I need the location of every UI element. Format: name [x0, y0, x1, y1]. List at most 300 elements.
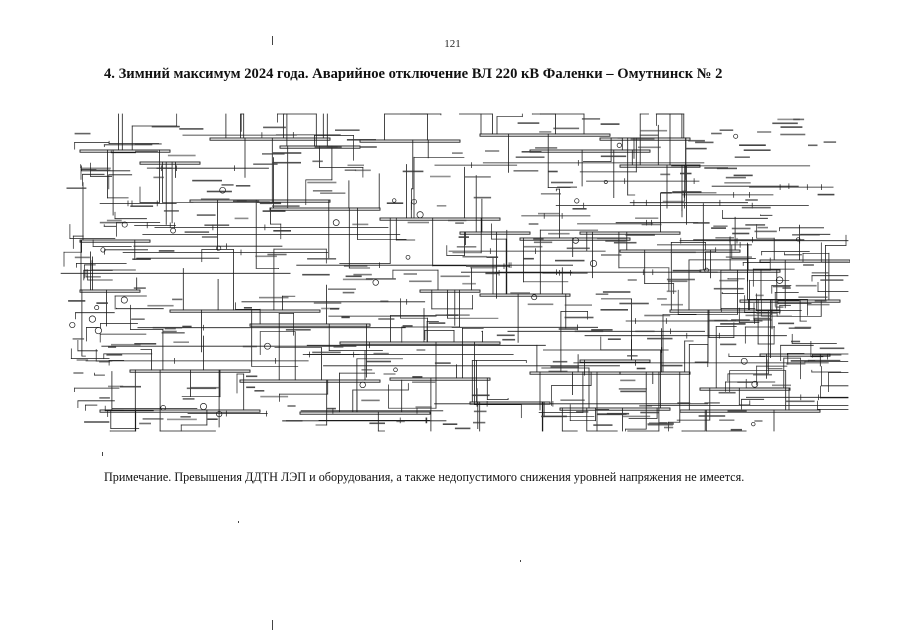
schematic-label-mark: [190, 387, 220, 389]
schematic-label-mark: [99, 361, 110, 363]
schematic-label-mark: [272, 205, 300, 207]
schematic-label-mark: [457, 246, 477, 248]
schematic-label-mark: [641, 130, 667, 132]
schematic-label-mark: [756, 312, 777, 314]
schematic-label-mark: [470, 267, 497, 269]
schematic-label-mark: [607, 413, 629, 415]
schematic-label-mark: [524, 246, 543, 248]
schematic-label-mark: [267, 254, 286, 256]
schematic-node: [89, 316, 95, 322]
schematic-label-mark: [541, 193, 561, 195]
schematic-label-mark: [416, 406, 432, 408]
schematic-label-mark: [757, 227, 768, 229]
schematic-node: [333, 220, 339, 226]
schematic-label-mark: [459, 236, 469, 238]
schematic-label-mark: [68, 300, 85, 302]
schematic-label-mark: [273, 230, 291, 232]
schematic-label-mark: [672, 191, 701, 193]
schematic-label-mark: [473, 422, 485, 424]
schematic-label-mark: [474, 411, 487, 413]
schematic-label-mark: [485, 150, 499, 152]
schematic-bus: [340, 342, 500, 344]
schematic-label-mark: [207, 418, 217, 420]
schematic-label-mark: [412, 381, 435, 383]
schematic-label-mark: [677, 402, 690, 404]
schematic-label-mark: [635, 217, 658, 219]
schematic-bus: [480, 134, 610, 136]
schematic-label-mark: [343, 279, 373, 281]
schematic-label-mark: [403, 325, 413, 327]
schematic-label-mark: [259, 297, 289, 299]
schematic-bus: [580, 232, 680, 234]
schematic-label-mark: [807, 304, 829, 306]
schematic-label-mark: [798, 296, 827, 298]
schematic-label-mark: [273, 162, 301, 164]
schematic-label-mark: [668, 281, 688, 283]
schematic-label-mark: [173, 341, 189, 343]
schematic-label-mark: [253, 163, 277, 165]
schematic-label-mark: [183, 398, 195, 400]
schematic-label-mark: [334, 346, 344, 348]
schematic-bus: [580, 360, 650, 362]
schematic-node: [95, 327, 101, 333]
schematic-label-mark: [565, 317, 594, 319]
schematic-label-mark: [548, 233, 570, 235]
schematic-node: [575, 199, 579, 203]
schematic-label-mark: [408, 222, 429, 224]
scan-speck: [238, 521, 239, 523]
schematic-label-mark: [772, 123, 798, 125]
schematic-label-mark: [260, 396, 288, 398]
schematic-label-mark: [709, 320, 728, 322]
schematic-label-mark: [539, 131, 551, 133]
schematic-label-mark: [529, 223, 539, 225]
schematic-label-mark: [246, 387, 255, 389]
schematic-label-mark: [167, 419, 197, 421]
schematic-label-mark: [753, 374, 772, 376]
schematic-label-mark: [640, 135, 659, 137]
schematic-node: [590, 260, 596, 266]
schematic-label-mark: [455, 428, 471, 430]
schematic-bus: [270, 208, 380, 210]
scan-speck: [272, 620, 273, 630]
schematic-label-mark: [773, 286, 791, 288]
schematic-label-mark: [720, 323, 745, 325]
schematic-node: [70, 322, 75, 327]
schematic-label-mark: [135, 151, 158, 153]
schematic-label-mark: [664, 427, 673, 429]
schematic-label-mark: [201, 198, 230, 200]
schematic-label-mark: [90, 169, 110, 171]
schematic-label-mark: [535, 147, 557, 149]
schematic-label-mark: [474, 197, 491, 199]
schematic-label-mark: [147, 167, 173, 169]
schematic-label-mark: [326, 408, 336, 410]
schematic-label-mark: [260, 203, 281, 205]
schematic-label-mark: [172, 299, 182, 301]
schematic-label-mark: [719, 280, 738, 282]
schematic-label-mark: [778, 323, 794, 325]
page-note: Примечание. Превышения ДДТН ЛЭП и оборудования, а также недопустимого снижения уровней напряжения не имеется.: [104, 470, 745, 484]
schematic-label-mark: [314, 302, 342, 304]
schematic-label-mark: [75, 133, 91, 135]
schematic-node: [161, 405, 166, 410]
schematic-label-mark: [312, 352, 341, 354]
schematic-label-mark: [497, 335, 515, 337]
schematic-label-mark: [714, 288, 744, 290]
schematic-label-mark: [791, 341, 800, 343]
schematic-label-mark: [528, 304, 554, 306]
schematic-label-mark: [307, 182, 336, 184]
schematic-bus: [680, 410, 820, 412]
schematic-label-mark: [724, 182, 750, 184]
schematic-label-mark: [803, 264, 814, 266]
schematic-label-mark: [403, 171, 424, 173]
schematic-label-mark: [202, 236, 218, 238]
schematic-label-mark: [772, 385, 791, 387]
schematic-bus: [240, 380, 380, 382]
scan-speck: [272, 36, 273, 45]
schematic-label-mark: [734, 175, 753, 177]
schematic-label-mark: [786, 363, 805, 365]
schematic-label-mark: [321, 308, 339, 310]
schematic-bus: [530, 372, 620, 374]
schematic-label-mark: [360, 146, 377, 148]
schematic-label-mark: [620, 391, 646, 393]
schematic-label-mark: [344, 265, 368, 267]
schematic-label-mark: [565, 304, 592, 306]
schematic-label-mark: [396, 421, 404, 423]
schematic-label-mark: [812, 272, 829, 274]
schematic-label-mark: [435, 362, 451, 364]
schematic-label-mark: [553, 361, 568, 363]
schematic-label-mark: [192, 180, 222, 182]
schematic-label-mark: [502, 339, 515, 341]
schematic-label-mark: [567, 248, 590, 250]
schematic-label-mark: [755, 231, 777, 233]
schematic-label-mark: [374, 353, 389, 355]
schematic-label-mark: [596, 293, 609, 295]
schematic-label-mark: [601, 309, 629, 311]
schematic-label-mark: [660, 174, 670, 176]
schematic-label-mark: [786, 401, 815, 403]
schematic-label-mark: [465, 176, 491, 178]
schematic-label-mark: [307, 258, 336, 260]
schematic-bus: [300, 412, 430, 414]
schematic-canvas: [60, 110, 850, 435]
schematic-label-mark: [273, 152, 301, 154]
schematic-label-mark: [647, 338, 672, 340]
schematic-label-mark: [637, 368, 646, 370]
schematic-label-mark: [132, 258, 151, 260]
schematic-label-mark: [153, 177, 164, 179]
schematic-node: [734, 134, 738, 138]
schematic-label-mark: [180, 416, 190, 418]
schematic-label-mark: [635, 331, 654, 333]
schematic-node: [741, 358, 747, 364]
schematic-label-mark: [369, 423, 385, 425]
schematic-label-mark: [404, 273, 417, 275]
schematic-bus: [480, 294, 570, 296]
schematic-label-mark: [717, 168, 737, 170]
schematic-label-mark: [462, 283, 476, 285]
schematic-label-mark: [534, 242, 552, 244]
schematic-label-mark: [518, 122, 540, 124]
schematic-label-mark: [246, 376, 257, 378]
schematic-label-mark: [555, 260, 585, 262]
schematic-label-mark: [108, 386, 123, 388]
schematic-label-mark: [711, 133, 722, 135]
schematic-label-mark: [731, 319, 750, 321]
schematic-label-mark: [597, 238, 626, 240]
schematic-label-mark: [640, 412, 659, 414]
schematic-label-mark: [282, 420, 302, 422]
schematic-label-mark: [753, 318, 771, 320]
schematic-node: [200, 403, 206, 409]
grid-schematic-diagram: [60, 110, 850, 435]
schematic-node: [417, 212, 423, 218]
schematic-label-mark: [745, 224, 765, 226]
schematic-label-mark: [361, 400, 379, 402]
schematic-label-mark: [808, 145, 818, 147]
schematic-label-mark: [619, 388, 647, 390]
schematic-label-mark: [204, 224, 229, 226]
page-title: 4. Зимний максимум 2024 года. Аварийное отключение ВЛ 220 кВ Фаленки – Омутнинск № 2: [104, 66, 723, 82]
schematic-label-mark: [353, 274, 371, 276]
schematic-label-mark: [551, 182, 573, 184]
schematic-label-mark: [548, 171, 557, 173]
schematic-label-mark: [243, 346, 257, 348]
schematic-label-mark: [686, 148, 707, 150]
schematic-bus: [700, 388, 790, 390]
schematic-label-mark: [384, 373, 396, 375]
schematic-label-mark: [573, 208, 587, 210]
schematic-label-mark: [739, 144, 766, 146]
schematic-label-mark: [824, 141, 837, 143]
schematic-label-mark: [744, 149, 771, 151]
schematic-label-mark: [341, 317, 349, 319]
schematic-label-mark: [601, 123, 620, 125]
schematic-label-mark: [320, 192, 345, 194]
schematic-label-mark: [601, 156, 626, 158]
schematic-bus: [80, 240, 150, 242]
schematic-node: [121, 297, 127, 303]
schematic-label-mark: [575, 331, 604, 333]
schematic-label-mark: [595, 409, 609, 411]
schematic-label-mark: [737, 381, 753, 383]
schematic-label-mark: [673, 270, 702, 272]
schematic-label-mark: [134, 343, 156, 345]
schematic-label-mark: [728, 411, 747, 413]
schematic-label-mark: [352, 224, 368, 226]
schematic-label-mark: [487, 256, 499, 258]
schematic-label-mark: [549, 371, 568, 373]
schematic-label-mark: [327, 146, 338, 148]
schematic-label-mark: [713, 225, 727, 227]
schematic-label-mark: [100, 222, 126, 224]
schematic-bus: [170, 310, 320, 312]
schematic-node: [406, 255, 410, 259]
schematic-bus: [80, 290, 140, 292]
schematic-label-mark: [639, 405, 652, 407]
schematic-label-mark: [715, 237, 734, 239]
schematic-label-mark: [302, 274, 330, 276]
schematic-label-mark: [746, 315, 771, 317]
schematic-label-mark: [704, 402, 719, 404]
schematic-label-mark: [443, 423, 458, 425]
schematic-label-mark: [523, 258, 534, 260]
schematic-label-mark: [603, 291, 631, 293]
schematic-label-mark: [197, 214, 216, 216]
schematic-label-mark: [551, 366, 580, 368]
schematic-label-mark: [387, 202, 403, 204]
scan-speck: [102, 452, 103, 456]
schematic-label-mark: [720, 344, 736, 346]
schematic-label-mark: [757, 131, 771, 133]
schematic-label-mark: [366, 361, 391, 363]
schematic-label-mark: [638, 147, 661, 149]
schematic-label-mark: [312, 161, 322, 163]
schematic-label-mark: [153, 327, 182, 329]
schematic-label-mark: [780, 134, 805, 136]
schematic-label-mark: [254, 390, 264, 392]
schematic-label-mark: [695, 142, 713, 144]
schematic-label-mark: [642, 224, 662, 226]
schematic-label-mark: [485, 273, 498, 275]
schematic-label-mark: [84, 421, 109, 423]
schematic-label-mark: [605, 240, 626, 242]
schematic-node: [752, 422, 756, 426]
schematic-label-mark: [661, 304, 683, 306]
schematic-label-mark: [796, 285, 817, 287]
page-number: 121: [444, 38, 461, 50]
schematic-label-mark: [417, 349, 426, 351]
schematic-label-mark: [182, 326, 191, 328]
schematic-label-mark: [593, 424, 612, 426]
schematic-label-mark: [661, 192, 672, 194]
schematic-label-mark: [670, 252, 695, 254]
schematic-label-mark: [622, 416, 650, 418]
schematic-label-mark: [553, 128, 579, 130]
schematic-label-mark: [343, 292, 355, 294]
schematic-label-mark: [472, 395, 490, 397]
schematic-label-mark: [134, 287, 146, 289]
schematic-label-mark: [347, 139, 376, 141]
schematic-label-mark: [255, 256, 277, 258]
schematic-label-mark: [648, 424, 673, 426]
schematic-label-mark: [619, 303, 648, 305]
schematic-label-mark: [756, 295, 764, 297]
schematic-label-mark: [435, 314, 458, 316]
schematic-label-mark: [662, 365, 683, 367]
schematic-label-mark: [452, 152, 463, 154]
schematic-label-mark: [719, 392, 736, 394]
schematic-node: [617, 143, 621, 147]
schematic-label-mark: [108, 346, 116, 348]
schematic-label-mark: [207, 191, 232, 193]
schematic-node: [360, 382, 366, 388]
schematic-label-mark: [106, 354, 122, 356]
schematic-label-mark: [667, 291, 677, 293]
schematic-label-mark: [233, 201, 259, 203]
schematic-label-mark: [628, 279, 637, 281]
schematic-label-mark: [164, 210, 179, 212]
schematic-node: [373, 280, 379, 286]
schematic-label-mark: [437, 205, 447, 207]
schematic-label-mark: [139, 423, 151, 425]
schematic-bus: [210, 138, 330, 140]
schematic-label-mark: [516, 156, 545, 158]
schematic-label-mark: [754, 420, 762, 422]
schematic-label-mark: [693, 222, 710, 224]
schematic-label-mark: [455, 222, 464, 224]
schematic-bus: [130, 370, 250, 372]
schematic-label-mark: [107, 220, 122, 222]
schematic-node: [394, 368, 398, 372]
schematic-label-mark: [732, 228, 751, 230]
schematic-label-mark: [348, 165, 365, 167]
schematic-node: [171, 228, 176, 233]
schematic-label-mark: [601, 254, 621, 256]
schematic-label-mark: [73, 338, 85, 340]
schematic-label-mark: [720, 129, 734, 131]
schematic-label-mark: [726, 177, 746, 179]
schematic-label-mark: [631, 138, 655, 140]
schematic-label-mark: [680, 173, 692, 175]
schematic-label-mark: [792, 234, 820, 236]
schematic-label-mark: [576, 411, 588, 413]
schematic-label-mark: [430, 176, 451, 178]
schematic-label-mark: [96, 302, 108, 304]
schematic-lines: [61, 114, 850, 431]
schematic-label-mark: [726, 256, 752, 258]
schematic-label-mark: [131, 318, 145, 320]
schematic-label-mark: [614, 242, 637, 244]
schematic-label-mark: [441, 276, 470, 278]
schematic-label-mark: [742, 207, 771, 209]
schematic-label-mark: [185, 231, 210, 233]
schematic-label-mark: [731, 429, 742, 431]
schematic-label-mark: [791, 360, 816, 362]
schematic-node: [95, 306, 99, 310]
schematic-label-mark: [620, 380, 635, 382]
schematic-label-mark: [179, 128, 203, 130]
schematic-label-mark: [735, 156, 750, 158]
schematic-label-mark: [777, 119, 800, 121]
schematic-label-mark: [355, 170, 371, 172]
schematic-label-mark: [335, 129, 360, 131]
schematic-label-mark: [77, 359, 89, 361]
schematic-label-mark: [541, 416, 567, 418]
schematic-label-mark: [795, 327, 812, 329]
schematic-label-mark: [263, 210, 286, 212]
schematic-label-mark: [711, 227, 726, 229]
schematic-label-mark: [362, 369, 373, 371]
schematic-label-mark: [75, 257, 90, 259]
schematic-label-mark: [533, 238, 543, 240]
schematic-label-mark: [522, 151, 542, 153]
schematic-label-mark: [130, 205, 153, 207]
schematic-label-mark: [510, 292, 530, 294]
schematic-label-mark: [782, 287, 790, 289]
schematic-label-mark: [409, 281, 432, 283]
schematic-label-mark: [152, 126, 180, 128]
schematic-bus: [560, 408, 670, 410]
schematic-label-mark: [514, 170, 539, 172]
schematic-label-mark: [378, 318, 394, 320]
schematic-label-mark: [688, 140, 705, 142]
schematic-label-mark: [626, 234, 655, 236]
